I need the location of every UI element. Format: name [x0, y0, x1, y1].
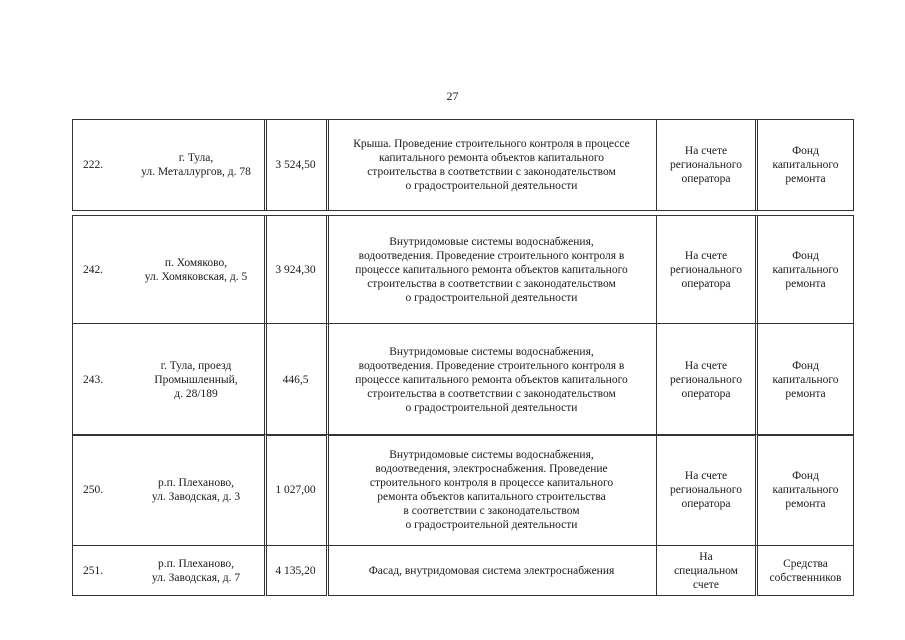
row-work: Внутридомовые системы водоснабжения, водоотведения, электроснабжения. Проведение строительного контроля в процессе капитального ремонта объектов капитального строительства в соответствии с законодательством о градостроительной деятельности [326, 435, 656, 545]
row-work: Внутридомовые системы водоснабжения, водоотведения. Проведение строительного контроля в процессе капитального ремонта объектов капитального строительства в соответствии с законодательством о градостроительной деятельности [326, 324, 656, 436]
row-account: На счете регионального оператора [656, 120, 755, 210]
row-address: г. Тула, проезд Промышленный, д. 28/189 [154, 360, 238, 400]
table-row [73, 435, 853, 545]
table-row [73, 323, 853, 436]
row-address: г. Тула, ул. Металлургов, д. 78 [141, 152, 251, 178]
row-number: 250. [83, 484, 104, 496]
row-address: п. Хомяково, ул. Хомяковская, д. 5 [144, 256, 248, 283]
table-row [73, 216, 853, 323]
row-cost: 1 027,00 [264, 435, 326, 545]
row-cost: 3 924,30 [264, 216, 326, 323]
row-number: 222. [83, 159, 104, 171]
row-fund: Фонд капитального ремонта [755, 216, 855, 323]
table-row [73, 545, 853, 596]
table-block [72, 215, 854, 436]
row-cost: 446,5 [264, 324, 326, 436]
row-number: 242. [83, 263, 104, 276]
page-number: 27 [446, 89, 459, 103]
row-work: Внутридомовые системы водоснабжения, водоотведения. Проведение строительного контроля в процессе капитального ремонта объектов капитального строительства в соответствии с законодательством о градостроительной деятельности [326, 216, 656, 323]
row-account: На счете регионального оператора [656, 324, 755, 436]
row-account: На счете регионального оператора [656, 435, 755, 545]
row-fund: Фонд капитального ремонта [755, 324, 855, 436]
row-number: 251. [83, 565, 104, 577]
row-fund: Средства собственников [755, 546, 855, 596]
table-block [72, 119, 854, 211]
row-number: 243. [83, 374, 104, 386]
row-address: р.п. Плеханово, ул. Заводская, д. 7 [151, 558, 241, 584]
table-block [72, 434, 854, 596]
row-fund: Фонд капитального ремонта [755, 435, 855, 545]
row-address: р.п. Плеханово, ул. Заводская, д. 3 [151, 477, 241, 503]
row-account: На счете регионального оператора [656, 216, 755, 323]
row-cost: 3 524,50 [264, 120, 326, 210]
table-row [73, 120, 853, 210]
row-fund: Фонд капитального ремонта [755, 120, 855, 210]
row-account: На специальном счете [656, 546, 755, 596]
row-work: Крыша. Проведение строительного контроля в процессе капитального ремонта объектов капитального строительства в соответствии с законодательством о градостроительной деятельности [326, 120, 656, 210]
row-cost: 4 135,20 [264, 546, 326, 596]
row-work: Фасад, внутридомовая система электроснабжения [326, 546, 656, 596]
